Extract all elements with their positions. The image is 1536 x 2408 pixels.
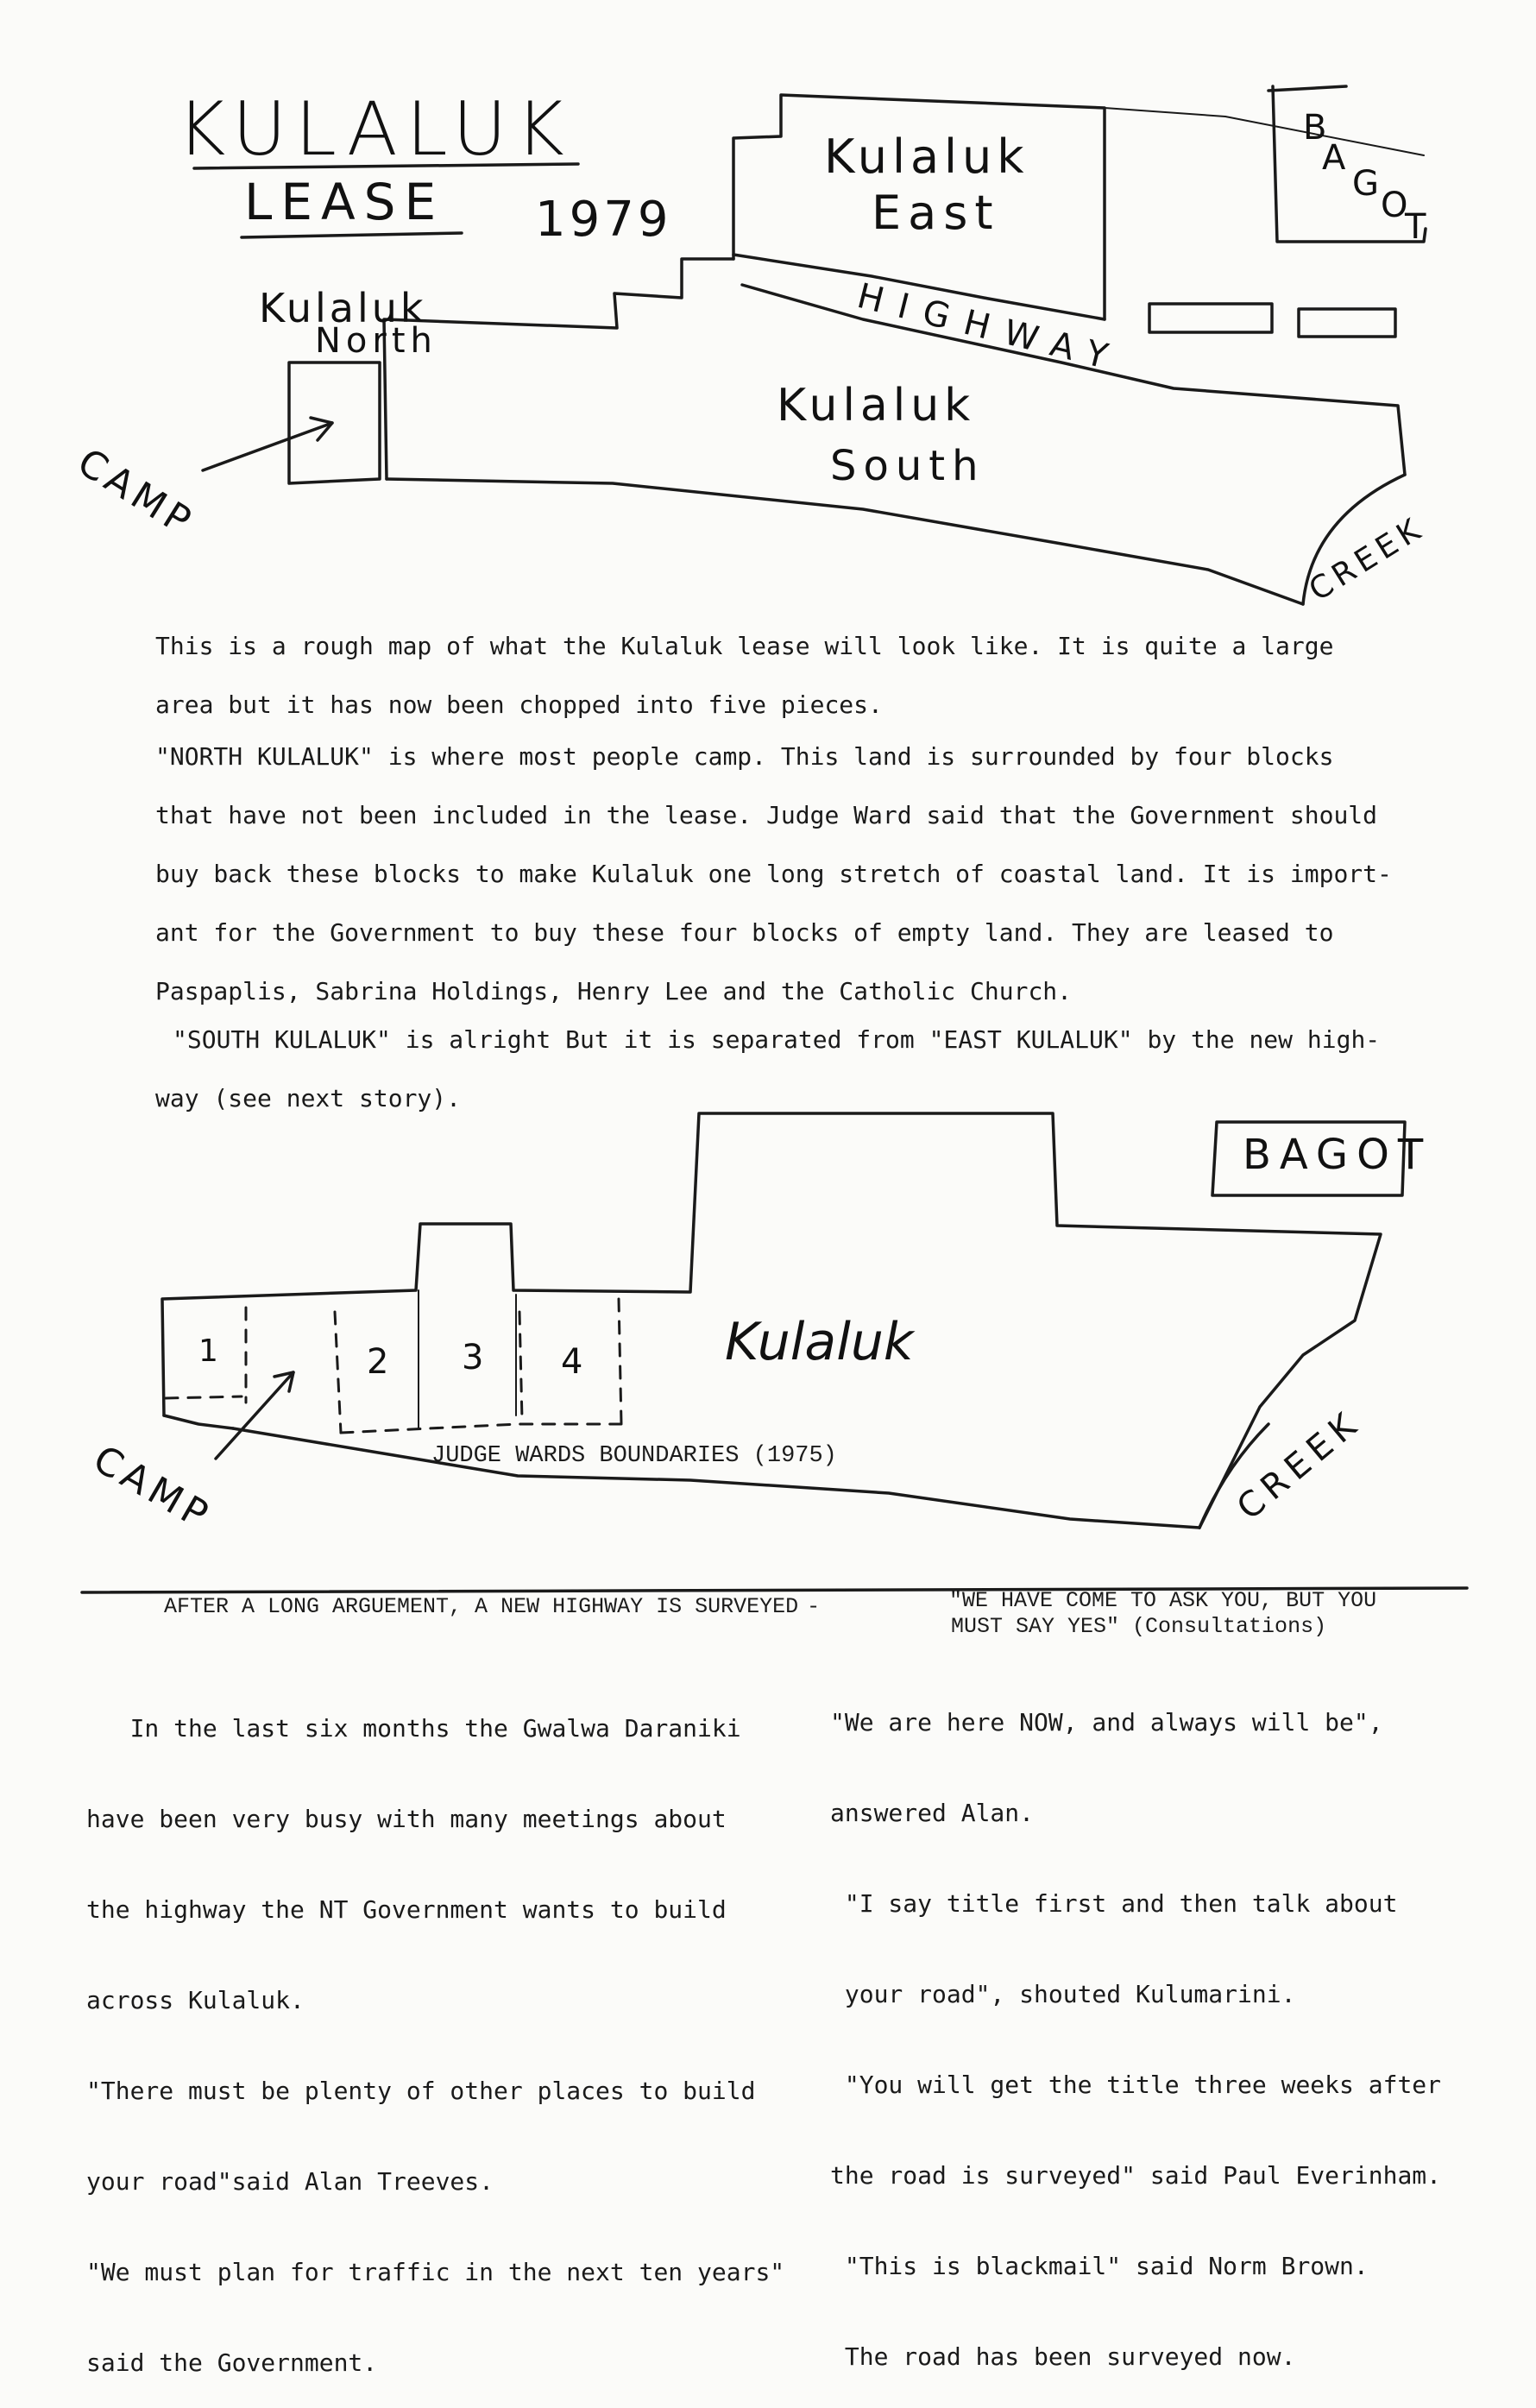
article-line: that have not been included in the lease. Judge Ward said that the Government should [155, 801, 1378, 829]
article-line: "SOUTH KULALUK" is alright But it is separated from "EAST KULALUK" by the new high- [173, 1025, 1381, 1054]
label-kulaluk-north-1: Kulaluk [259, 285, 427, 331]
headline-left [164, 1594, 820, 1619]
label-kulaluk-south-2: South [830, 442, 985, 490]
left-column-line: your road"said Alan Treeves. [86, 2167, 494, 2196]
label-kulaluk-east-2: East [872, 186, 1000, 240]
right-column-line: answered Alan. [830, 1799, 1035, 1827]
label-bagot-o: O [1381, 186, 1408, 225]
camp-arrow-2 [216, 1372, 293, 1459]
headline-dash: - [807, 1594, 821, 1619]
article-line: way (see next story). [155, 1084, 462, 1113]
left-column-line: across Kulaluk. [86, 1986, 305, 2014]
left-column-line: said the Government. [86, 2348, 378, 2377]
block-number-3: 3 [462, 1338, 484, 1377]
label-bagot-g: G [1352, 164, 1379, 204]
label-bagot-a: A [1322, 138, 1346, 178]
article-line: Paspaplis, Sabrina Holdings, Henry Lee and the Catholic Church. [155, 977, 1073, 1005]
map-year: 1979 [535, 192, 672, 248]
label-bagot-t: T [1405, 207, 1426, 247]
article-line: buy back these blocks to make Kulaluk one long stretch of coastal land. It is import- [155, 860, 1392, 888]
left-column [86, 1653, 794, 2408]
headline-right-1: "WE HAVE COME TO ASK YOU, BUT YOU [949, 1588, 1377, 1613]
label-creek-1: CREEK [1303, 509, 1432, 608]
label-creek-2: CREEK [1230, 1402, 1369, 1529]
left-column-line: In the last six months the Gwalwa Daraniki [86, 1714, 741, 1743]
label-camp-1: CAMP [69, 440, 203, 546]
headline-left-text: AFTER A LONG ARGUEMENT, A NEW HIGHWAY IS SURVEYED [164, 1594, 799, 1619]
label-kulaluk-east-1: Kulaluk [824, 129, 1029, 184]
label-kulaluk-north-2: North [315, 321, 438, 361]
label-highway: HIGHWAY [853, 276, 1127, 381]
block-number-1: 1 [198, 1333, 218, 1369]
right-column-line: "We are here NOW, and always will be", [830, 1708, 1383, 1737]
right-column [830, 1647, 1536, 2402]
label-kulaluk-south-1: Kulaluk [777, 380, 976, 432]
label-camp-2: CAMP [85, 1437, 220, 1540]
label-kulaluk-bottom: Kulaluk [725, 1312, 914, 1372]
right-column-line: your road", shouted Kulumarini. [830, 1980, 1296, 2008]
article-line: "NORTH KULALUK" is where most people camp. This land is surrounded by four blocks [155, 742, 1334, 771]
right-column-line: "You will get the title three weeks after [830, 2071, 1442, 2099]
boundaries-caption: JUDGE WARDS BOUNDARIES (1975) [431, 1443, 837, 1469]
left-column-line: the highway the NT Government wants to build [86, 1895, 727, 1924]
map-title-kulaluk: KULALUK [177, 86, 573, 173]
left-column-line: have been very busy with many meetings about [86, 1805, 727, 1833]
block-number-2: 2 [367, 1342, 389, 1382]
article-line: This is a rough map of what the Kulaluk lease will look like. It is quite a large [155, 632, 1334, 660]
left-column-line: "There must be plenty of other places to build [86, 2077, 756, 2105]
block-number-4: 4 [561, 1342, 583, 1382]
right-column-line: The road has been surveyed now. [830, 2342, 1296, 2371]
left-column-line: "We must plan for traffic in the next ten years" [86, 2258, 785, 2286]
right-column-line: the road is surveyed" said Paul Everinham. [830, 2161, 1442, 2190]
right-column-line: "This is blackmail" said Norm Brown. [830, 2252, 1369, 2280]
headline-right-2: MUST SAY YES" (Consultations) [951, 1614, 1327, 1639]
article-line: area but it has now been chopped into five pieces. [155, 690, 883, 719]
map-title-lease: LEASE [244, 173, 445, 231]
label-bagot-b: B [1303, 108, 1327, 148]
article-line: ant for the Government to buy these four blocks of empty land. They are leased to [155, 918, 1334, 947]
label-bagot-box: BAGOT [1243, 1131, 1432, 1179]
right-column-line: "I say title first and then talk about [830, 1889, 1398, 1918]
